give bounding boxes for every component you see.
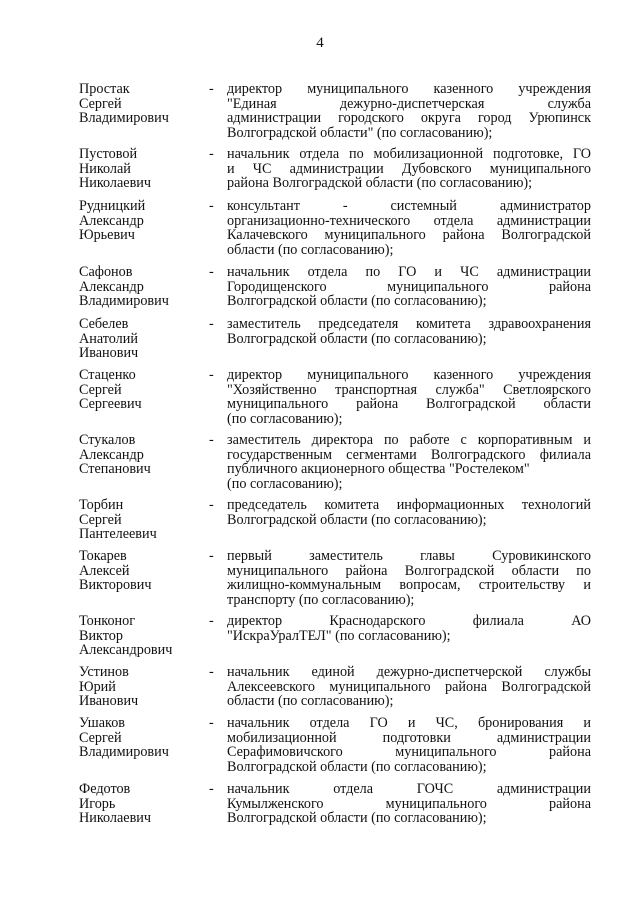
separator-dash: - — [209, 715, 214, 731]
member-name — [79, 199, 199, 243]
separator-dash: - — [209, 198, 214, 214]
member-name — [79, 368, 199, 412]
position-line: заместитель директора по работе с корпоративным и — [227, 433, 591, 448]
position-line: Калачевского муниципального района Волгоградской — [227, 228, 591, 243]
position-line: директор Краснодарского филиала АО — [227, 614, 591, 629]
separator-dash: - — [209, 497, 214, 513]
separator-dash: - — [209, 146, 214, 162]
position-line: заместитель председателя комитета здравоохранения — [227, 317, 591, 332]
first-name: Алексей — [79, 562, 130, 579]
last-name: Ушаков — [79, 715, 125, 731]
position-line: "ИскраУралТЕЛ" (по согласованию); — [227, 628, 451, 644]
first-name: Сергей — [79, 381, 122, 398]
position-line: транспорту (по согласованию); — [227, 592, 415, 608]
member-position — [227, 782, 591, 826]
member-position — [227, 665, 591, 709]
patronymic: Сергеевич — [79, 396, 142, 413]
first-name: Виктор — [79, 627, 123, 644]
first-name: Сергей — [79, 95, 122, 112]
patronymic: Владимирович — [79, 293, 169, 310]
last-name: Стукалов — [79, 432, 136, 448]
position-line: мобилизационной подготовки администрации — [227, 730, 591, 746]
last-name: Сафонов — [79, 264, 133, 280]
member-position — [227, 265, 591, 309]
member-position — [227, 368, 591, 426]
position-line: (по согласованию); — [227, 411, 343, 427]
position-line: муниципального района Волгоградской области по — [227, 563, 591, 579]
separator-dash: - — [209, 81, 214, 97]
member-name — [79, 782, 199, 826]
position-line: организационно-технического отдела администрации — [227, 213, 591, 229]
patronymic: Владимирович — [79, 110, 169, 127]
position-line: начальник отдела по ГО и ЧС администрации — [227, 265, 591, 280]
position-line: администрации городского округа город Урюпинск — [227, 111, 591, 126]
position-line: "Хозяйственно транспортная служба" Светлоярского — [227, 382, 591, 398]
position-line: директор муниципального казенного учреждения — [227, 82, 591, 97]
separator-dash: - — [209, 613, 214, 629]
position-line: области (по согласованию); — [227, 242, 394, 258]
patronymic: Иванович — [79, 345, 139, 362]
position-line: начальник единой дежурно-диспетчерской службы — [227, 665, 591, 680]
separator-dash: - — [209, 548, 214, 564]
page-number: 4 — [316, 35, 324, 51]
position-line: Волгоградской области (по согласованию); — [227, 759, 487, 775]
member-name — [79, 614, 199, 658]
last-name: Тонконог — [79, 613, 136, 629]
patronymic: Иванович — [79, 693, 139, 710]
position-line: начальник отдела ГО и ЧС, бронирования и — [227, 716, 591, 731]
position-line: Волгоградской области (по согласованию); — [227, 294, 487, 309]
position-line: государственным сегментами Волгоградского филиала — [227, 447, 591, 463]
position-line: директор муниципального казенного учреждения — [227, 368, 591, 383]
last-name: Федотов — [79, 781, 131, 797]
position-line: Городищенского муниципального района — [227, 279, 591, 295]
separator-dash: - — [209, 367, 214, 383]
position-line: публичного акционерного общества "Ростелеком" — [227, 462, 530, 477]
member-name — [79, 265, 199, 309]
position-line: начальник отдела по мобилизационной подготовке, ГО — [227, 147, 591, 162]
last-name: Устинов — [79, 664, 129, 680]
member-position — [227, 549, 591, 607]
position-line: Волгоградской области (по согласованию); — [227, 811, 487, 826]
position-line: консультант - системный администратор — [227, 199, 591, 214]
position-line: Волгоградской области (по согласованию); — [227, 331, 487, 347]
member-name — [79, 716, 199, 760]
patronymic: Степанович — [79, 461, 151, 478]
position-line: Серафимовичского муниципального района — [227, 745, 591, 760]
first-name: Николай — [79, 160, 131, 177]
member-position — [227, 498, 591, 527]
last-name: Себелев — [79, 316, 129, 332]
member-position — [227, 199, 591, 257]
first-name: Игорь — [79, 795, 116, 812]
position-line: района Волгоградской области (по согласованию); — [227, 176, 533, 191]
patronymic: Николаевич — [79, 175, 152, 192]
separator-dash: - — [209, 264, 214, 280]
position-line: муниципального района Волгоградской области — [227, 397, 591, 412]
position-line: жилищно-коммунальным вопросам, строительству и — [227, 578, 591, 593]
member-position — [227, 147, 591, 191]
member-position — [227, 716, 591, 774]
position-line: Волгоградской области (по согласованию); — [227, 512, 487, 528]
separator-dash: - — [209, 432, 214, 448]
member-position — [227, 614, 591, 643]
member-name — [79, 665, 199, 709]
last-name: Пустовой — [79, 146, 138, 162]
first-name: Александр — [79, 446, 144, 463]
patronymic: Владимирович — [79, 744, 169, 761]
patronymic: Юрьевич — [79, 227, 135, 244]
last-name: Стаценко — [79, 367, 136, 383]
first-name: Александр — [79, 278, 144, 295]
first-name: Сергей — [79, 511, 122, 528]
patronymic: Николаевич — [79, 810, 152, 827]
separator-dash: - — [209, 781, 214, 797]
member-position — [227, 82, 591, 140]
position-line: начальник отдела ГОЧС администрации — [227, 782, 591, 797]
first-name: Александр — [79, 212, 144, 229]
last-name: Рудницкий — [79, 198, 146, 214]
member-name — [79, 317, 199, 361]
position-line: первый заместитель главы Суровикинского — [227, 549, 591, 564]
position-line: и ЧС администрации Дубовского муниципального — [227, 161, 591, 177]
separator-dash: - — [209, 664, 214, 680]
position-line: Алексеевского муниципального района Волгоградской — [227, 679, 591, 695]
position-line: "Единая дежурно-диспетчерская служба — [227, 96, 591, 112]
last-name: Токарев — [79, 548, 127, 564]
member-name — [79, 549, 199, 593]
member-name — [79, 147, 199, 191]
member-name — [79, 82, 199, 126]
patronymic: Викторович — [79, 577, 152, 594]
position-line: председатель комитета информационных технологий — [227, 498, 591, 513]
member-position — [227, 433, 591, 491]
member-position — [227, 317, 591, 346]
patronymic: Пантелеевич — [79, 526, 157, 543]
first-name: Сергей — [79, 729, 122, 746]
position-line: Волгоградской области" (по согласованию); — [227, 125, 493, 141]
position-line: Кумылженского муниципального района — [227, 796, 591, 812]
patronymic: Александрович — [79, 642, 173, 659]
member-name — [79, 433, 199, 477]
last-name: Простак — [79, 81, 130, 97]
separator-dash: - — [209, 316, 214, 332]
first-name: Юрий — [79, 678, 116, 695]
first-name: Анатолий — [79, 330, 138, 347]
member-name — [79, 498, 199, 542]
position-line: (по согласованию); — [227, 476, 343, 492]
position-line: области (по согласованию); — [227, 694, 394, 709]
last-name: Торбин — [79, 497, 124, 513]
